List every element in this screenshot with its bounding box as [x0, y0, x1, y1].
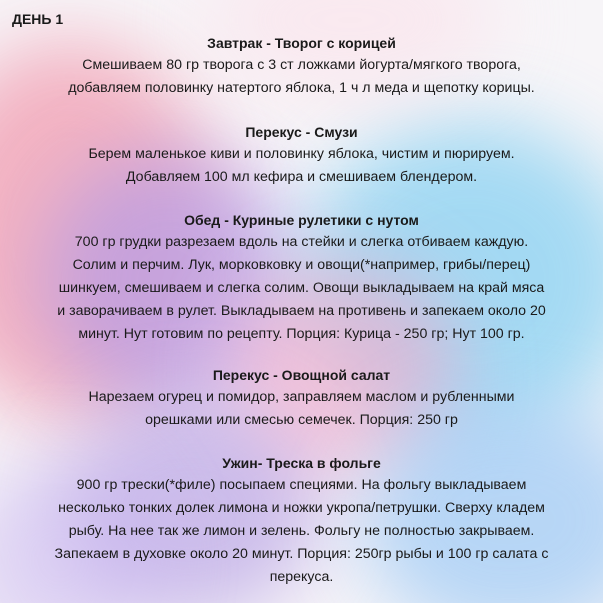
description-line: добавляем половинку натертого яблока, 1 ч л меда и щепотку корицы. [68, 80, 535, 96]
meal-description [0, 474, 603, 589]
meal-lunch [0, 209, 603, 346]
description-line: Запекаем в духовке около 20 минут. Порция: 250гр рыбы и 100 гр салата с [54, 546, 549, 562]
description-line: Нарезаем огурец и помидор, заправляем маслом и рубленными [88, 389, 515, 405]
meal-breakfast [0, 32, 603, 100]
meal-description [0, 54, 603, 100]
meal-description [0, 143, 603, 189]
description-line: Смешиваем 80 гр творога с 3 ст ложками йогурта/мягкого творога, [82, 57, 521, 73]
description-line: орешками или смесью семечек. Порция: 250 гр [145, 412, 458, 428]
meal-title: Перекус - Смузи [245, 124, 358, 140]
meal-description [0, 231, 603, 346]
meal-dinner [0, 452, 603, 589]
day-title: ДЕНЬ 1 [12, 11, 64, 27]
description-line: минут. Нут готовим по рецепту. Порция: Курица - 250 гр; Нут 100 гр. [78, 326, 525, 342]
meal-title: Ужин- Треска в фольге [222, 455, 381, 471]
description-line: рыбу. На нее так же лимон и зелень. Фольгу не полностью закрываем. [68, 523, 535, 539]
description-line: Солим и перчим. Лук, морковковку и овощи(*например, грибы/перец) [72, 257, 531, 273]
description-line: перекуса. [269, 569, 334, 585]
description-line: шинкуем, смешиваем и слегка солим. Овощи выкладываем на край мяса [58, 280, 545, 296]
meal-title: Обед - Куриные рулетики с нутом [184, 212, 419, 228]
meal-snack-salad [0, 364, 603, 432]
description-line: и заворачиваем в рулет. Выкладываем на противень и запекаем около 20 [57, 303, 546, 319]
meal-title: Перекус - Овощной салат [212, 367, 391, 383]
description-line: Берем маленькое киви и половинку яблока, чистим и пюрируем. [88, 146, 515, 162]
description-line: 900 гр трески(*филе) посыпаем специями. На фольгу выкладываем [76, 477, 527, 493]
meal-title: Завтрак - Творог с корицей [207, 35, 396, 51]
description-line: 700 гр грудки разрезаем вдоль на стейки и слегка отбиваем каждую. [74, 234, 529, 250]
description-line: Добавляем 100 мл кефира и смешиваем блендером. [125, 169, 478, 185]
meal-snack-smoothie [0, 121, 603, 189]
description-line: несколько тонких долек лимона и ножки укропа/петрушки. Сверху кладем [58, 500, 545, 516]
meal-description [0, 386, 603, 432]
